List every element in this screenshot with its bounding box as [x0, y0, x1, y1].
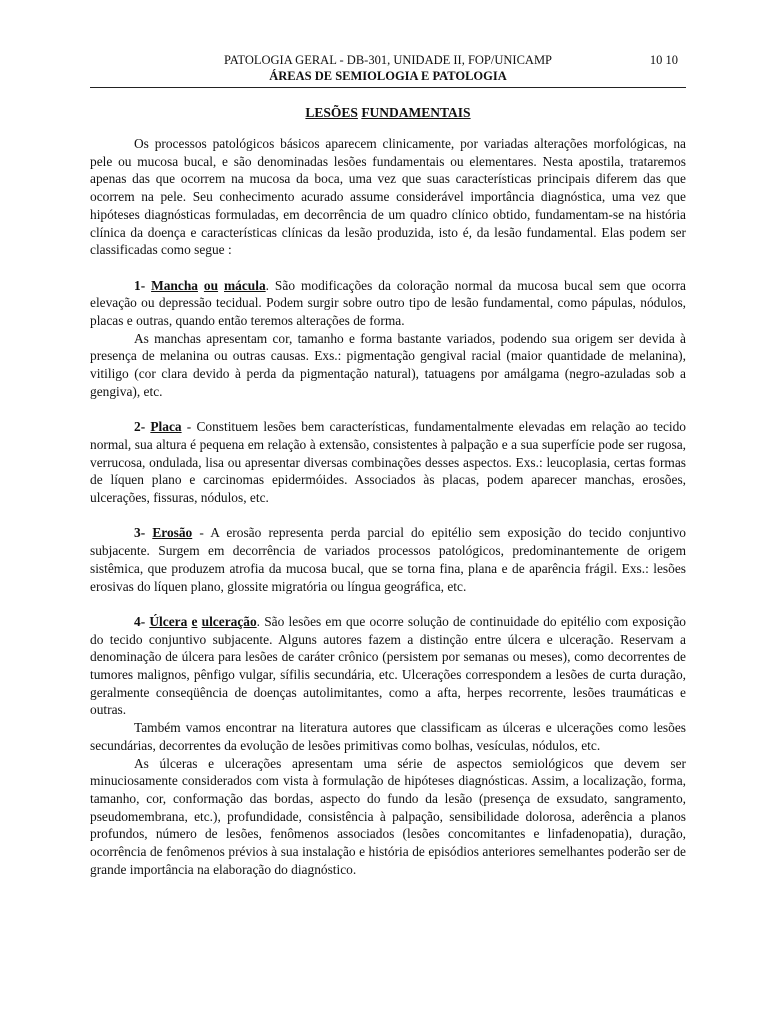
ulcera-paragraph-2: Também vamos encontrar na literatura autores que classificam as úlceras e ulcerações como lesões secundárias, decorrentes da evolução de lesões primitivas como bolhas, vesículas, nódulos, etc. [90, 720, 686, 753]
term-mancha: Mancha [151, 277, 198, 293]
section-text: - A erosão representa perda parcial do epitélio sem exposição do tecido conjuntivo subjacente. Surgem em decorrência de variados processos patológicos, predominantemente de origem sistêmica, que produzem atrofia da mucosa bucal, que se torna fina, plana e de aparência frágil. Exs.: lesões erosivas do líquen plano, glossite migratória ou língua geográfica, etc. [90, 525, 686, 594]
ulcera-paragraph-3: As úlceras e ulcerações apresentam uma série de aspectos semiológicos que devem ser minuciosamente considerados com vista à formulação de hipóteses diagnósticas. Assim, a localização, forma, tamanho, cor, conformação das bordas, aspecto do fundo da lesão (presença de exsudato, sangramento, pseudomembrana, etc.), profundidade, consistência à palpação, sensibilidade dolorosa, aderência a planos profundos, número de lesões, fenômenos associados (lesões concomitantes e linfadenopatia), duração, ocorrência de fenômenos prévios à sua instalação e história de episódios anteriores semelhantes poderão ser de grande importância na elaboração do diagnóstico. [90, 755, 686, 877]
section-erosao [90, 524, 686, 595]
mancha-paragraph-2: As manchas apresentam cor, tamanho e forma bastante variados, podendo sua origem ser devida à presença de melanina ou outras causas. Exs.: pigmentação gengival racial (maior quantidade de melanina), vitiligo (cor clara devido à perda da pigmentação natural), tatuagens por amálgama (negro-azuladas sob a gengiva), etc. [90, 330, 686, 399]
term-erosao: Erosão [152, 525, 193, 541]
section-number: 4- [134, 613, 146, 629]
section-ulcera [90, 613, 686, 719]
section-text: . São modificações da coloração normal da mucosa bucal sem que ocorra elevação ou depressão tecidual. Podem surgir sobre outro tipo de lesão fundamental, como pápulas, nódulos, placas e outras, quando então teremos alterações de forma. [90, 277, 686, 329]
title-word-1: LESÕES [305, 105, 358, 120]
section-number: 1- [134, 277, 146, 293]
section-text: . São lesões em que ocorre solução de continuidade do epitélio com exposição do tecido conjuntivo subjacente. Alguns autores fazem a distinção entre úlcera e ulceração. Reservam a denominação de úlcera para lesões de caráter crônico (persistem por semanas ou meses), como decorrentes de tumores malignos, pênfigo vulgar, sífilis secundária, etc. Ulcerações correspondem a lesões de curta duração, geralmente conseqüência de doenças autolimitantes, como a afta, herpes recorrente, lesões traumáticas e outras. [90, 613, 686, 718]
term-ulcera: Úlcera [149, 613, 188, 629]
section-placa [90, 418, 686, 507]
section-number: 3- [134, 525, 146, 541]
header-rule [90, 87, 686, 88]
term-ulceracao: ulceração [201, 613, 257, 629]
term-conjunction: e [191, 613, 198, 629]
header-subtitle: ÁREAS DE SEMIOLOGIA E PATOLOGIA [269, 69, 507, 83]
page-number: 10 10 [649, 53, 678, 67]
term-macula: mácula [224, 277, 266, 293]
section-text: - Constituem lesões bem características, fundamentalmente elevadas em relação ao tecido normal, sua altura é pequena em relação à extensão, consistentes à palpação e a sua superfície pode ser rugosa, verrucosa, ondulada, lisa ou apresentar diversas combinações desses aspectos. Exs.: leucoplasia, certas formas de líquen plano e carcinomas epidermóides. Associados às placas, podem aparecer manchas, erosões, ulcerações, fissuras, nódulos, etc. [90, 419, 686, 506]
title-word-2: FUNDAMENTAIS [361, 105, 471, 120]
term-conjunction: ou [203, 277, 219, 293]
intro-paragraph: Os processos patológicos básicos aparecem clinicamente, por variadas alterações morfológicas, na pele ou mucosa bucal, e são denominadas lesões fundamentais ou elementares. Nesta apostila, trataremos apenas das que ocorrem na mucosa da boca, uma vez que suas características principais diferem das que ocorrem na pele. Seu conhecimento acurado assume considerável importância diagnóstica, uma vez que hipóteses diagnósticas formuladas, em decorrência de um quadro clínico obtido, fundamentam-se na história clínica da doença e características clínicas da lesão produzida, isto é, da lesão fundamental. Elas podem ser classificadas como segue : [90, 136, 686, 258]
document-page [90, 52, 686, 878]
term-placa: Placa [150, 419, 182, 435]
section-mancha [90, 277, 686, 330]
section-number: 2- [134, 419, 146, 435]
running-header [90, 52, 686, 68]
header-course-title: PATOLOGIA GERAL - DB-301, UNIDADE II, FOP/UNICAMP [223, 53, 553, 67]
page-title [90, 105, 686, 121]
